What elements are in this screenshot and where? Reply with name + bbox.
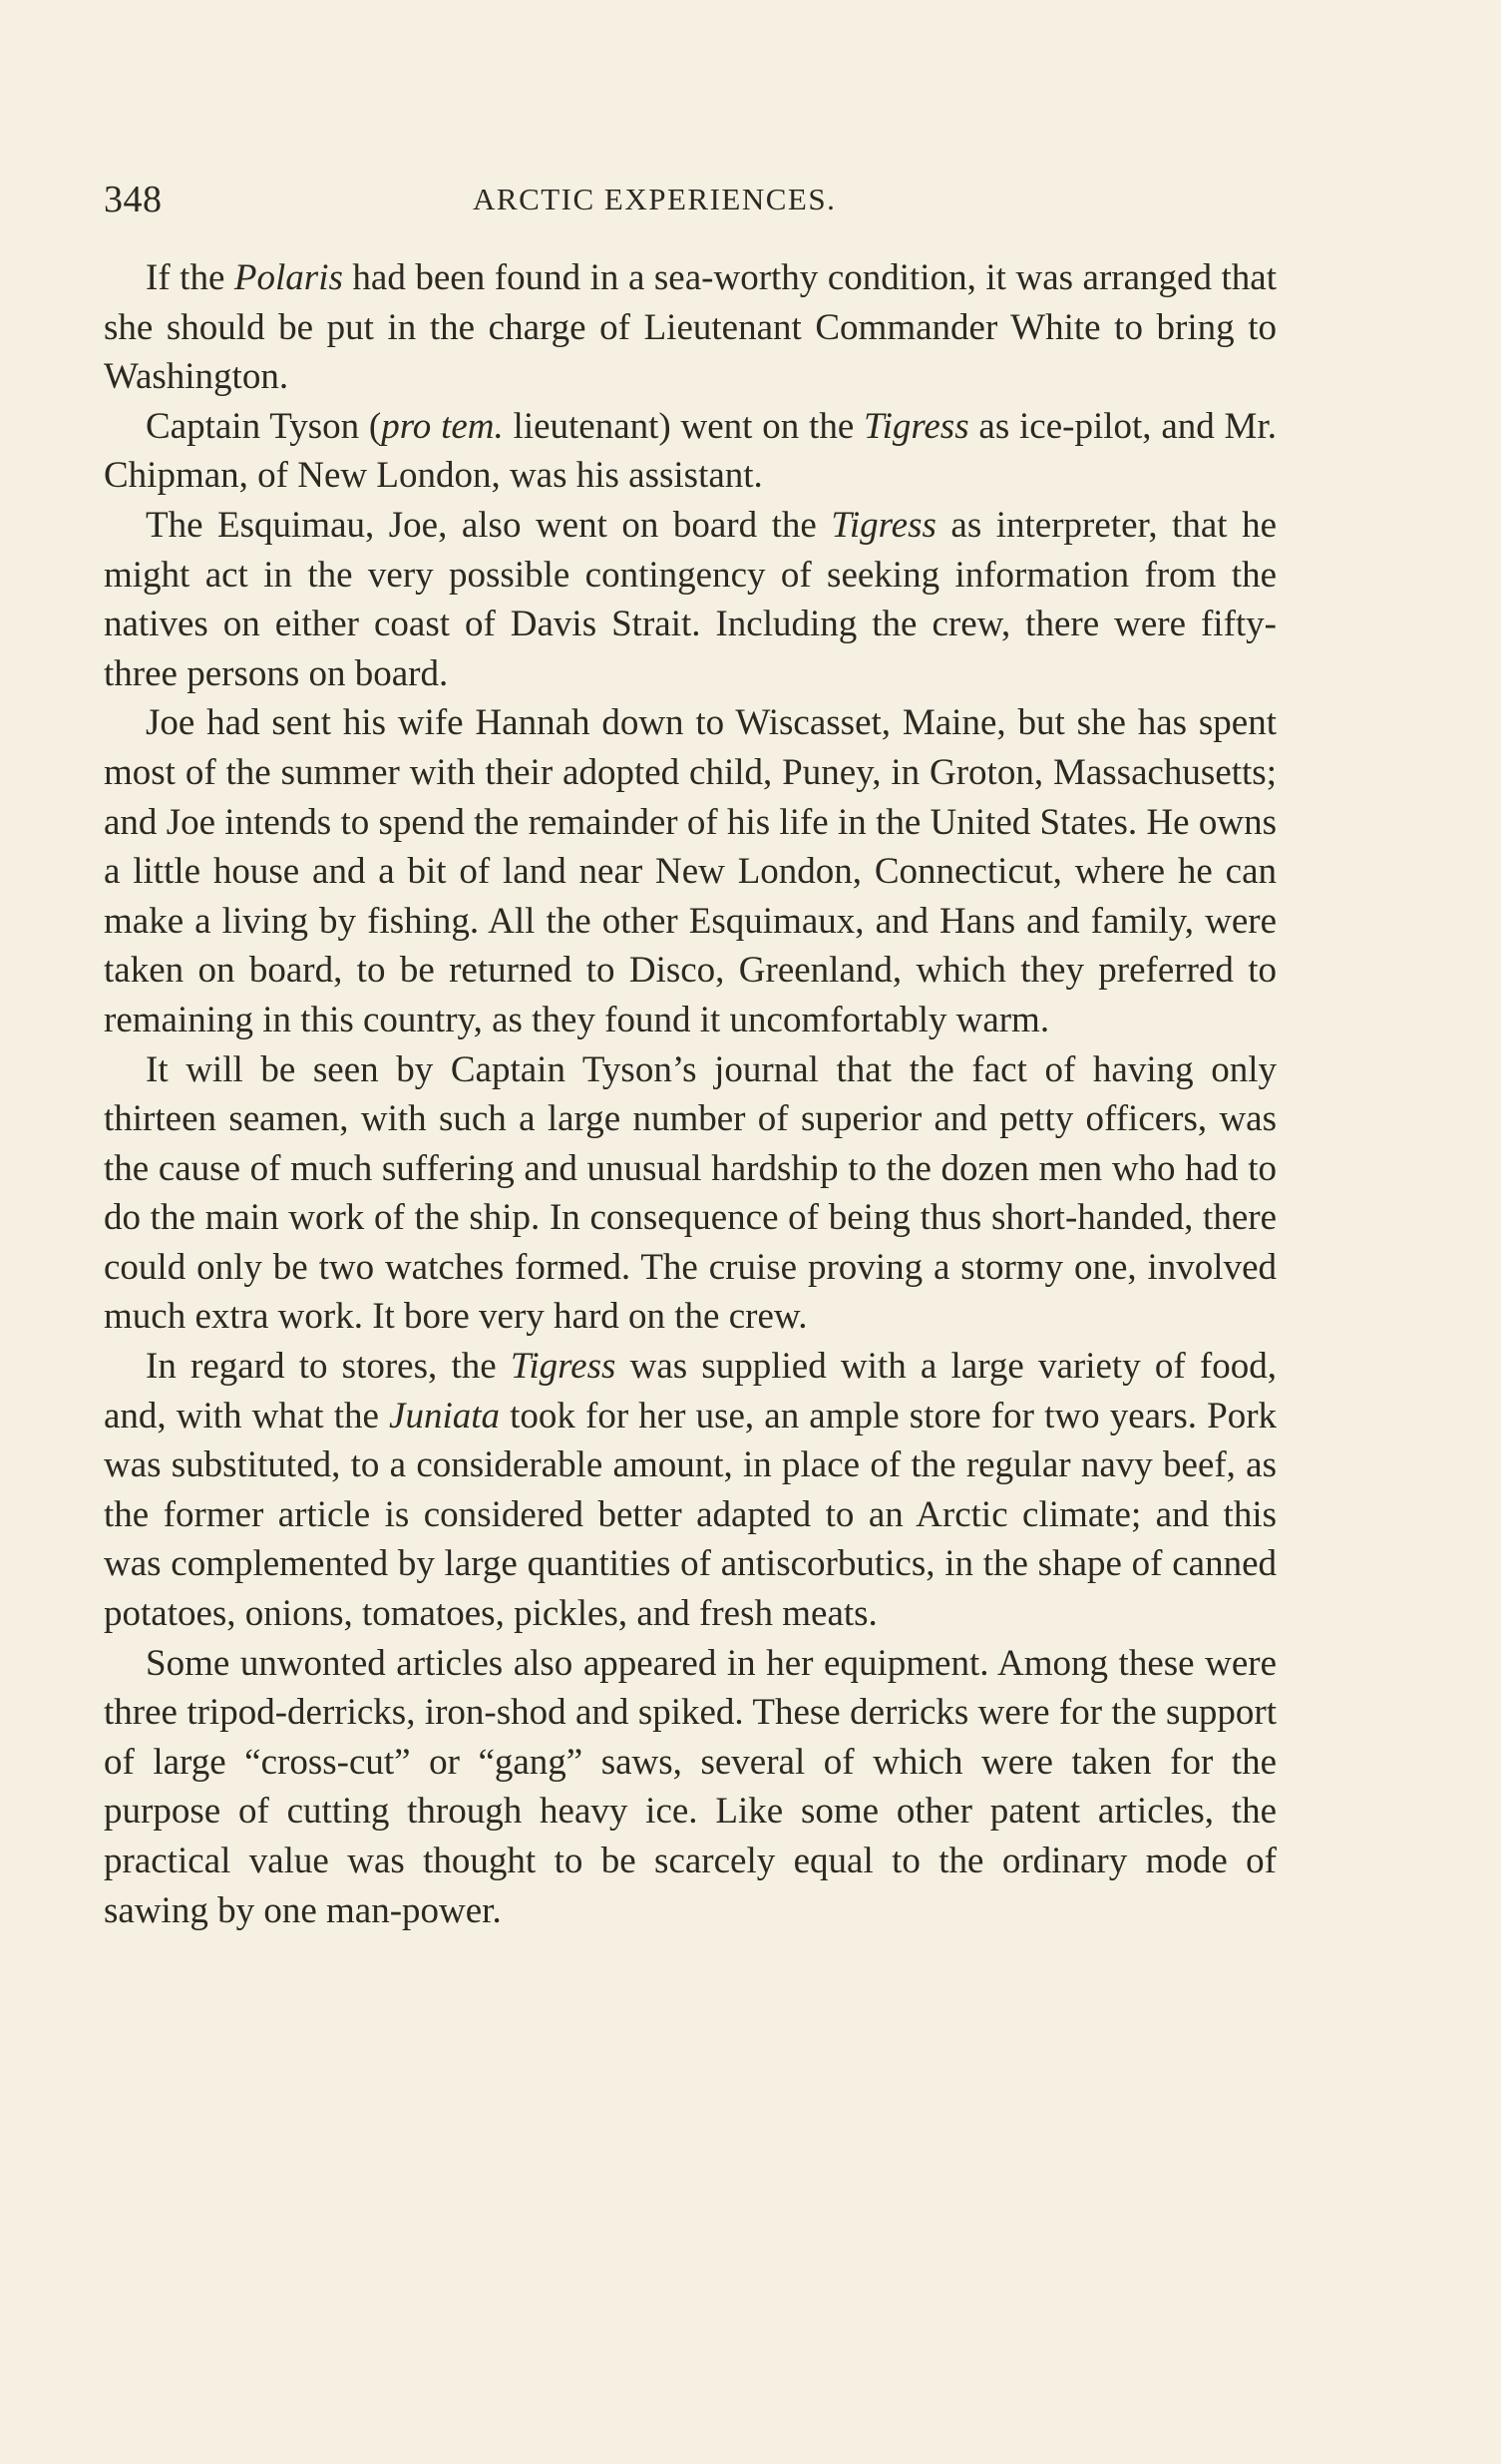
paragraph-equipment: Some unwonted articles also appeared in her equipment. Among these were three tripod-derricks, iron-shod and spiked. These derricks were for the support of large “cross-cut” or “gang” saws, several of which were taken for the purpose of cutting through heavy ice. Like some other patent articles, the practical value was thought to be scarcely equal to the ordinary mode of sawing by one man-power. — [104, 1642, 1277, 1931]
paragraph-tyson: Captain Tyson (pro tem. lieutenant) went on the Tigress as ice-pilot, and Mr. Chipman, of New London, was his assistant. — [104, 405, 1277, 497]
page-header — [104, 178, 1277, 227]
body-text — [104, 253, 1277, 1935]
paragraph-joe-family: Joe had sent his wife Hannah down to Wiscasset, Maine, but she has spent most of the summer with their adopted child, Puney, in Groton, Massachusetts; and Joe intends to spend the remainder of his life in the United States. He owns a little house and a bit of land near New London, Connecticut, where he can make a living by fishing. All the other Esquimaux, and Hans and family, were taken on board, to be returned to Disco, Greenland, which they preferred to remaining in this country, as they found it uncomfortably warm. — [104, 702, 1277, 1040]
latin-phrase: pro tem. — [381, 405, 504, 447]
ship-name-polaris: Polaris — [233, 257, 343, 298]
ship-name-tigress: Tigress — [510, 1346, 616, 1388]
paragraph-polaris: If the Polaris had been found in a sea-worthy condition, it was arranged that she should be put in the charge of Lieutenant Commander White to bring to Washington. — [104, 257, 1277, 398]
ship-name-tigress: Tigress — [831, 504, 937, 546]
paragraph-seamen: It will be seen by Captain Tyson’s journal that the fact of having only thirteen seamen, with such a large number of superior and petty officers, was the cause of much suffering and unusual hardship to the dozen men who had to do the main work of the ship. In consequence of being thus short-handed, there could only be two watches formed. The cruise proving a stormy one, involved much extra work. It bore very hard on the crew. — [104, 1048, 1277, 1338]
ship-name-tigress: Tigress — [864, 405, 969, 447]
paragraph-joe-interpreter: The Esquimau, Joe, also went on board the Tigress as interpreter, that he might act in the very possible contingency of seeking information from the natives on either coast of Davis Strait. Including the crew, there were fifty-three persons on board. — [104, 504, 1277, 694]
ship-name-juniata: Juniata — [389, 1395, 500, 1437]
running-title: ARCTIC EXPERIENCES. — [473, 182, 837, 216]
page-number: 348 — [104, 179, 163, 220]
paragraph-stores: In regard to stores, the Tigress was supplied with a large variety of food, and, with what the Juniata took for her use, an ample store for two years. Pork was substituted, to a considerable amount, in place of the regular navy beef, as the former article is considered better adapted to an Arctic climate; and this was complemented by large quantities of antiscorbutics, in the shape of canned potatoes, onions, tomatoes, pickles, and fresh meats. — [104, 1346, 1278, 1635]
